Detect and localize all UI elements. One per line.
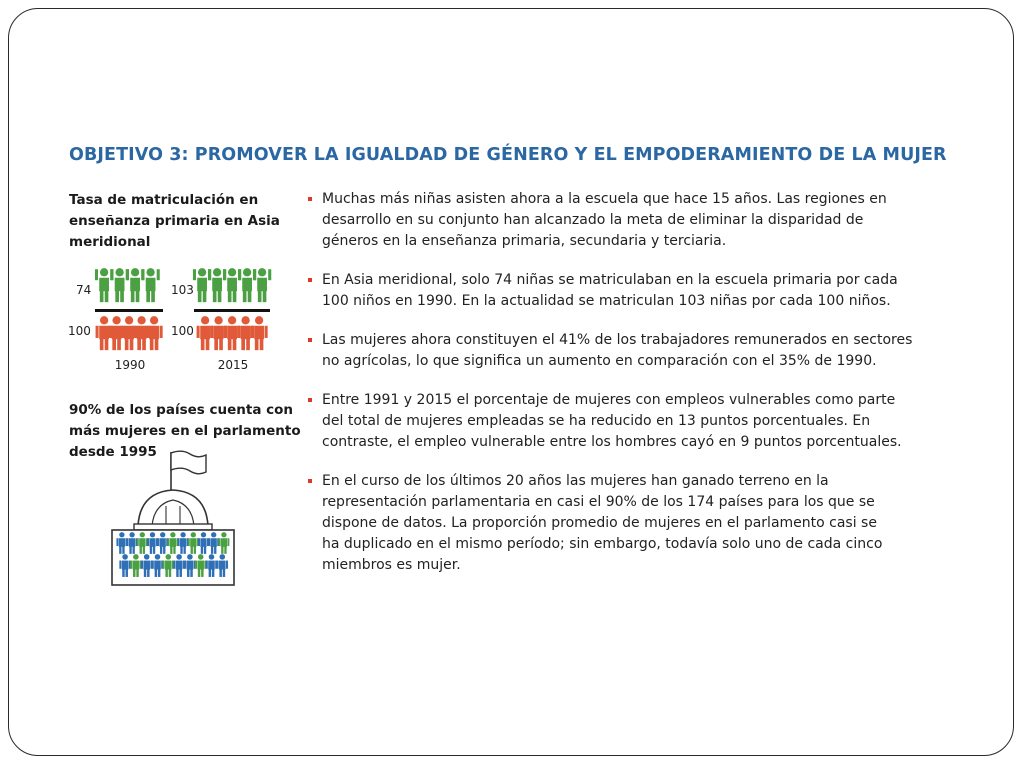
bullet-line: desarrollo en su conjunto han alcanzado la meta de eliminar la disparidad de [322,212,864,228]
bullet-item [308,270,948,312]
bullet-item [308,330,948,372]
bullet-item [308,189,948,252]
bullet-line: no agrícolas, lo que significa un aumento en comparación con el 35% de 1990. [322,353,877,369]
bullet-line: En Asia meridional, solo 74 niñas se matriculaban en la escuela primaria por cada [322,272,898,288]
bullet-marker [308,338,312,342]
bullet-line: 100 niños en 1990. En la actualidad se matriculan 103 niñas por cada 100 niños. [322,293,891,309]
bullet-line: del total de mujeres empleadas se ha reducido en 13 puntos porcentuales. En [322,413,871,429]
bullet-item [308,471,948,576]
girls-figures-2015-icon [194,266,270,308]
bullet-list [308,189,948,594]
boys-figures-2015-icon [197,314,267,356]
bullet-line: Entre 1991 y 2015 el porcentaje de mujeres con empleos vulnerables como parte [322,392,896,408]
girl-figure-icon [141,268,159,302]
parliament-heading-line: desde 1995 [69,444,157,460]
boys-count-2015: 100 [171,324,194,338]
bullet-line: miembros es mujer. [322,557,461,573]
bullet-line: Muchas más niñas asisten ahora a la escuela que hace 15 años. Las regiones en [322,191,887,207]
bullet-line: Las mujeres ahora constituyen el 41% de los trabajadores remunerados en sectores [322,332,913,348]
year-label-2015: 2015 [217,358,249,372]
bullet-item [308,390,948,453]
parliament-building-icon [110,448,236,588]
girls-count-1990: 74 [76,283,92,297]
bullet-line: dispone de datos. La proporción promedio de mujeres en el parlamento casi se [322,515,877,531]
bullet-line: ha duplicado en el mismo período; sin embargo, todavía solo uno de cada cinco [322,536,883,552]
bullet-marker [308,197,312,201]
girl-figure-icon [253,268,271,302]
parliament-heading-line: más mujeres en el parlamento [69,423,301,439]
bullet-line: géneros en la enseñanza primaria, secundaria y terciaria. [322,233,727,249]
bullet-marker [308,479,312,483]
girls-count-2015: 103 [171,283,194,297]
boys-figures-1990-icon [96,314,160,356]
parliament-heading-line: 90% de los países cuenta con [69,402,294,418]
divider-line-1990 [95,309,163,313]
divider-line-2015 [194,309,270,313]
bullet-line: representación parlamentaria en casi el 90% de los 174 países para los que se [322,494,875,510]
bullet-line: En el curso de los últimos 20 años las mujeres han ganado terreno en la [322,473,829,489]
year-label-1990: 1990 [114,358,146,372]
bullet-line: contraste, el empleo vulnerable entre los hombres cayó en 9 puntos porcentuales. [322,434,902,450]
enrollment-heading-line: meridional [69,234,151,250]
boy-figure-icon [251,316,268,350]
boys-count-1990: 100 [68,324,91,338]
enrollment-heading [69,190,284,253]
bullet-marker [308,278,312,282]
enrollment-heading-line: enseñanza primaria en Asia [69,213,280,229]
enrollment-heading-line: Tasa de matriculación en [69,192,259,208]
page-title: OBJETIVO 3: PROMOVER LA IGUALDAD DE GÉNERO Y EL EMPODERAMIENTO DE LA MUJER [69,145,947,165]
girls-figures-1990-icon [96,266,160,308]
bullet-marker [308,398,312,402]
